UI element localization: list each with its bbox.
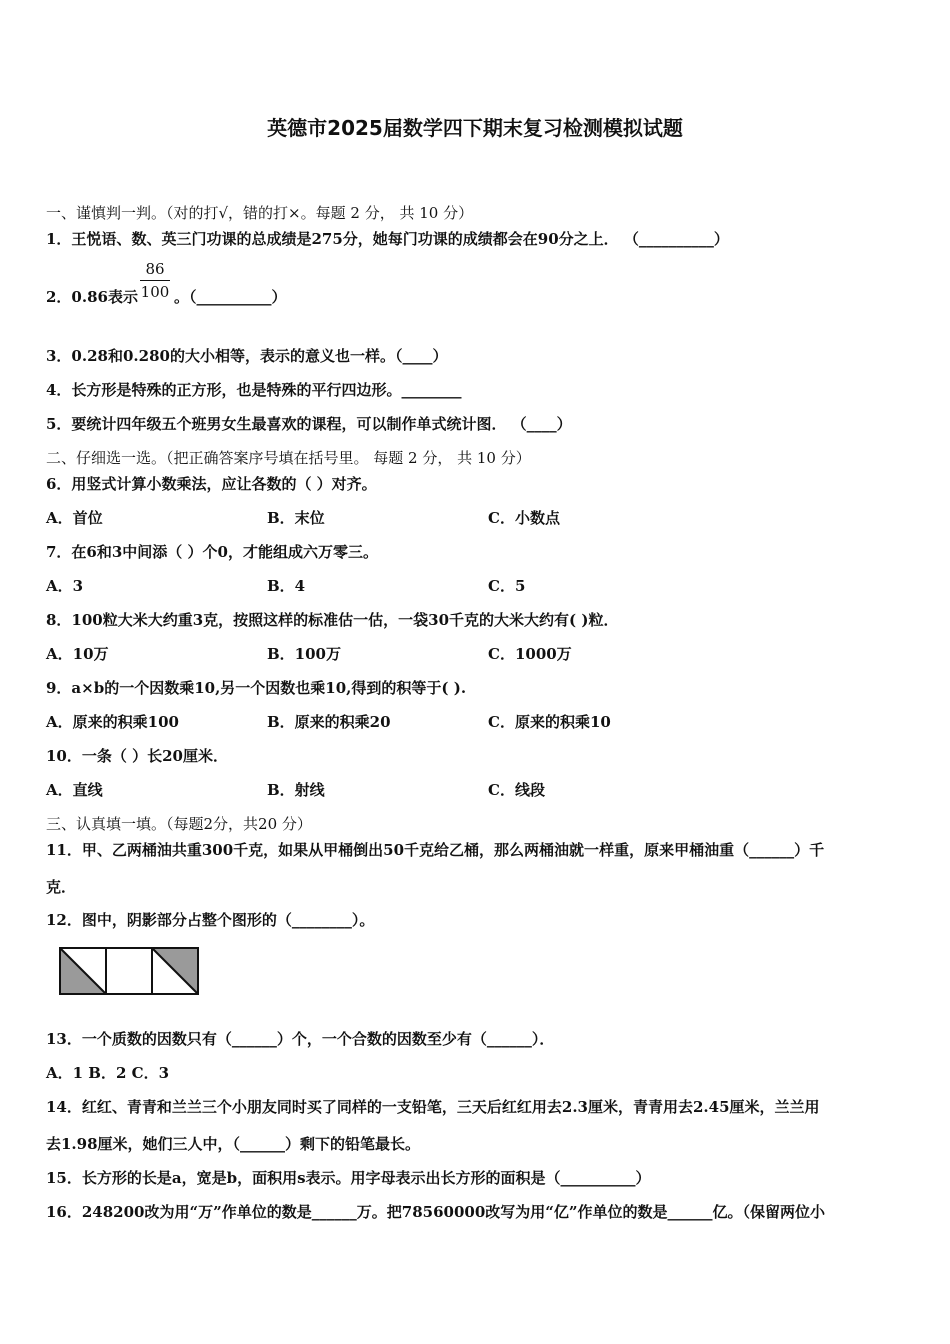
section-heading-2: 二、仔细选一选。（把正确答案序号填在括号里。 每题 2 分， 共 10 分） [46, 449, 531, 467]
question-12: 12．图中，阴影部分占整个图形的（________）。 [46, 911, 375, 929]
section-heading-3: 三、认真填一填。（每题2分，共20 分） [46, 815, 312, 833]
question-11-line-1: 11．甲、乙两桶油共重300千克，如果从甲桶倒出50千克给乙桶，那么两桶油就一样重，原来甲桶油重（______）千 [46, 841, 825, 859]
q8-option-c: C．1000万 [488, 645, 572, 663]
q9-option-c: C．原来的积乘10 [488, 713, 611, 731]
question-11-line-2: 克． [46, 878, 77, 896]
q6-option-c: C．小数点 [488, 509, 560, 527]
section-heading-1: 一、谨慎判一判。（对的打√，错的打×。每题 2 分， 共 10 分） [46, 204, 474, 222]
q13-options: A．1 B．2 C．3 [46, 1064, 170, 1082]
q10-option-c: C．线段 [488, 781, 545, 799]
fraction-denominator: 100 [140, 283, 170, 301]
question-16: 16．248200改为用“万”作单位的数是______万。把78560000改写为用“亿”作单位的数是______亿。（保留两位小 [46, 1203, 826, 1221]
question-8: 8．100粒大米大约重3克，按照这样的标准估一估，一袋30千克的大米大约有( )粒． [46, 611, 619, 629]
q9-option-b: B．原来的积乘20 [267, 713, 391, 731]
page-title: 英德市2025届数学四下期末复习检测模拟试题 [267, 116, 683, 140]
question-7: 7．在6和3中间添（ ）个0，才能组成六万零三。 [46, 543, 378, 561]
question-5: 5．要统计四年级五个班男女生最喜欢的课程，可以制作单式统计图． （____） [46, 415, 572, 433]
question-2-suffix: 。（__________） [173, 288, 287, 306]
q6-option-b: B．末位 [267, 509, 325, 527]
q8-option-a: A．10万 [46, 645, 109, 663]
shaded-squares-figure [58, 946, 204, 998]
fraction-86-100 [140, 260, 170, 301]
question-3: 3．0.28和0.280的大小相等，表示的意义也一样。（____） [46, 347, 448, 365]
question-15: 15．长方形的长是a，宽是b，面积用s表示。用字母表示出长方形的面积是（__________） [46, 1169, 651, 1187]
q9-option-a: A．原来的积乘100 [46, 713, 179, 731]
question-14-line-1: 14．红红、青青和兰兰三个小朋友同时买了同样的一支铅笔，三天后红红用去2.3厘米，青青用去2.45厘米，兰兰用 [46, 1098, 820, 1116]
q7-option-c: C．5 [488, 577, 526, 595]
q6-option-a: A．首位 [46, 509, 103, 527]
q7-option-a: A．3 [46, 577, 84, 595]
fraction-numerator: 86 [140, 260, 170, 281]
q10-option-b: B．射线 [267, 781, 325, 799]
question-13: 13．一个质数的因数只有（______）个，一个合数的因数至少有（______）． [46, 1030, 555, 1048]
q8-option-b: B．100万 [267, 645, 341, 663]
question-9: 9．a×b的一个因数乘10,另一个因数也乘10,得到的积等于( ). [46, 679, 467, 697]
q7-option-b: B．4 [267, 577, 306, 595]
question-2-prefix: 2．0.86表示 [46, 288, 138, 306]
question-4: 4．长方形是特殊的正方形，也是特殊的平行四边形。________ [46, 381, 462, 399]
question-14-line-2: 去1.98厘米，她们三人中，（______）剩下的铅笔最长。 [46, 1135, 421, 1153]
question-6: 6．用竖式计算小数乘法，应让各数的（ ）对齐。 [46, 475, 377, 493]
question-1: 1．王悦语、数、英三门功课的总成绩是275分，她每门功课的成绩都会在90分之上． （__________） [46, 230, 729, 248]
square-2 [106, 948, 152, 994]
q10-option-a: A．直线 [46, 781, 103, 799]
question-10: 10．一条（ ）长20厘米． [46, 747, 228, 765]
